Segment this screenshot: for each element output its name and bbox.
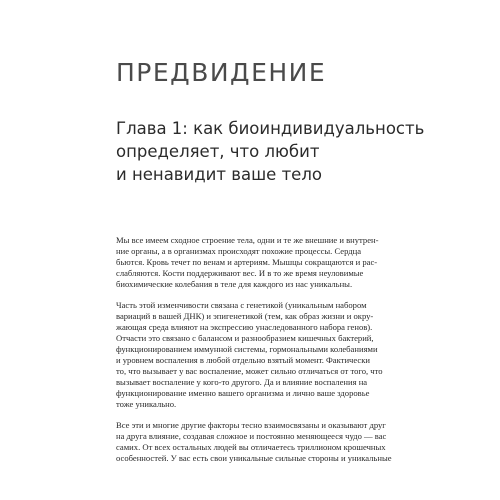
text-line: слабляются. Кости поддерживают вес. И в то же время неуловимые (116, 268, 364, 278)
paragraph-1 (116, 235, 384, 290)
text-line: ние органы, а в организмах происходят похожие процессы. Сердца (116, 246, 362, 256)
text-line: самих. От всех остальных людей вы отличаетесь триллионом крошечных (116, 442, 386, 452)
paragraph-3 (116, 420, 392, 464)
paragraph-2 (116, 300, 384, 410)
text-line: Мы все имеем сходное строение тела, одни и те же внешние и внутрен- (116, 235, 379, 245)
chapter-title-line: Глава 1: как биоиндивидуальность (116, 119, 425, 138)
text-line: Все эти и многие другие факторы тесно взаимосвязаны и оказывают друг (116, 420, 386, 430)
chapter-title-line: и ненавидит ваше тело (116, 165, 322, 184)
text-line: жающая среда влияют на экспрессию унаследованного набора генов). (116, 322, 373, 332)
text-line: функционированием иммунной системы, гормональными колебаниями (116, 344, 378, 354)
body-text (116, 235, 392, 474)
text-line: тоже уникально. (116, 399, 177, 409)
text-line: биохимические колебания в теле для каждого из нас уникальны. (116, 279, 353, 289)
text-line: на друга влияние, создавая сложное и постоянно меняющееся чудо — вас (116, 431, 387, 441)
section-heading: ПРЕДВИДЕНИЕ (116, 58, 327, 87)
text-line: функционирование именно вашего организма и лично ваше здоровье (116, 388, 370, 398)
text-line: Отчасти это связано с балансом и разнообразием кишечных бактерий, (116, 333, 374, 343)
text-line: бьются. Кровь течет по венам и артериям. Мышцы сокращаются и рас- (116, 257, 378, 267)
text-line: и уровнем воспаления в любой отдельно взятый момент. Фактически (116, 355, 370, 365)
text-line: вариаций в вашей ДНК) и эпигенетикой (тем, как образ жизни и окру- (116, 311, 374, 321)
chapter-title (116, 117, 424, 186)
text-line: то, что вызывает у вас воспаление, может сильно отличаться от того, что (116, 366, 383, 376)
text-line: Часть этой изменчивости связана с генетикой (уникальным набором (116, 300, 367, 310)
chapter-title-line: определяет, что любит (116, 142, 320, 161)
text-line: вызывает воспаление у кого-то другого. Да и влияние воспаления на (116, 377, 368, 387)
text-line: особенностей. У вас есть свои уникальные сильные стороны и уникальные (116, 453, 392, 463)
